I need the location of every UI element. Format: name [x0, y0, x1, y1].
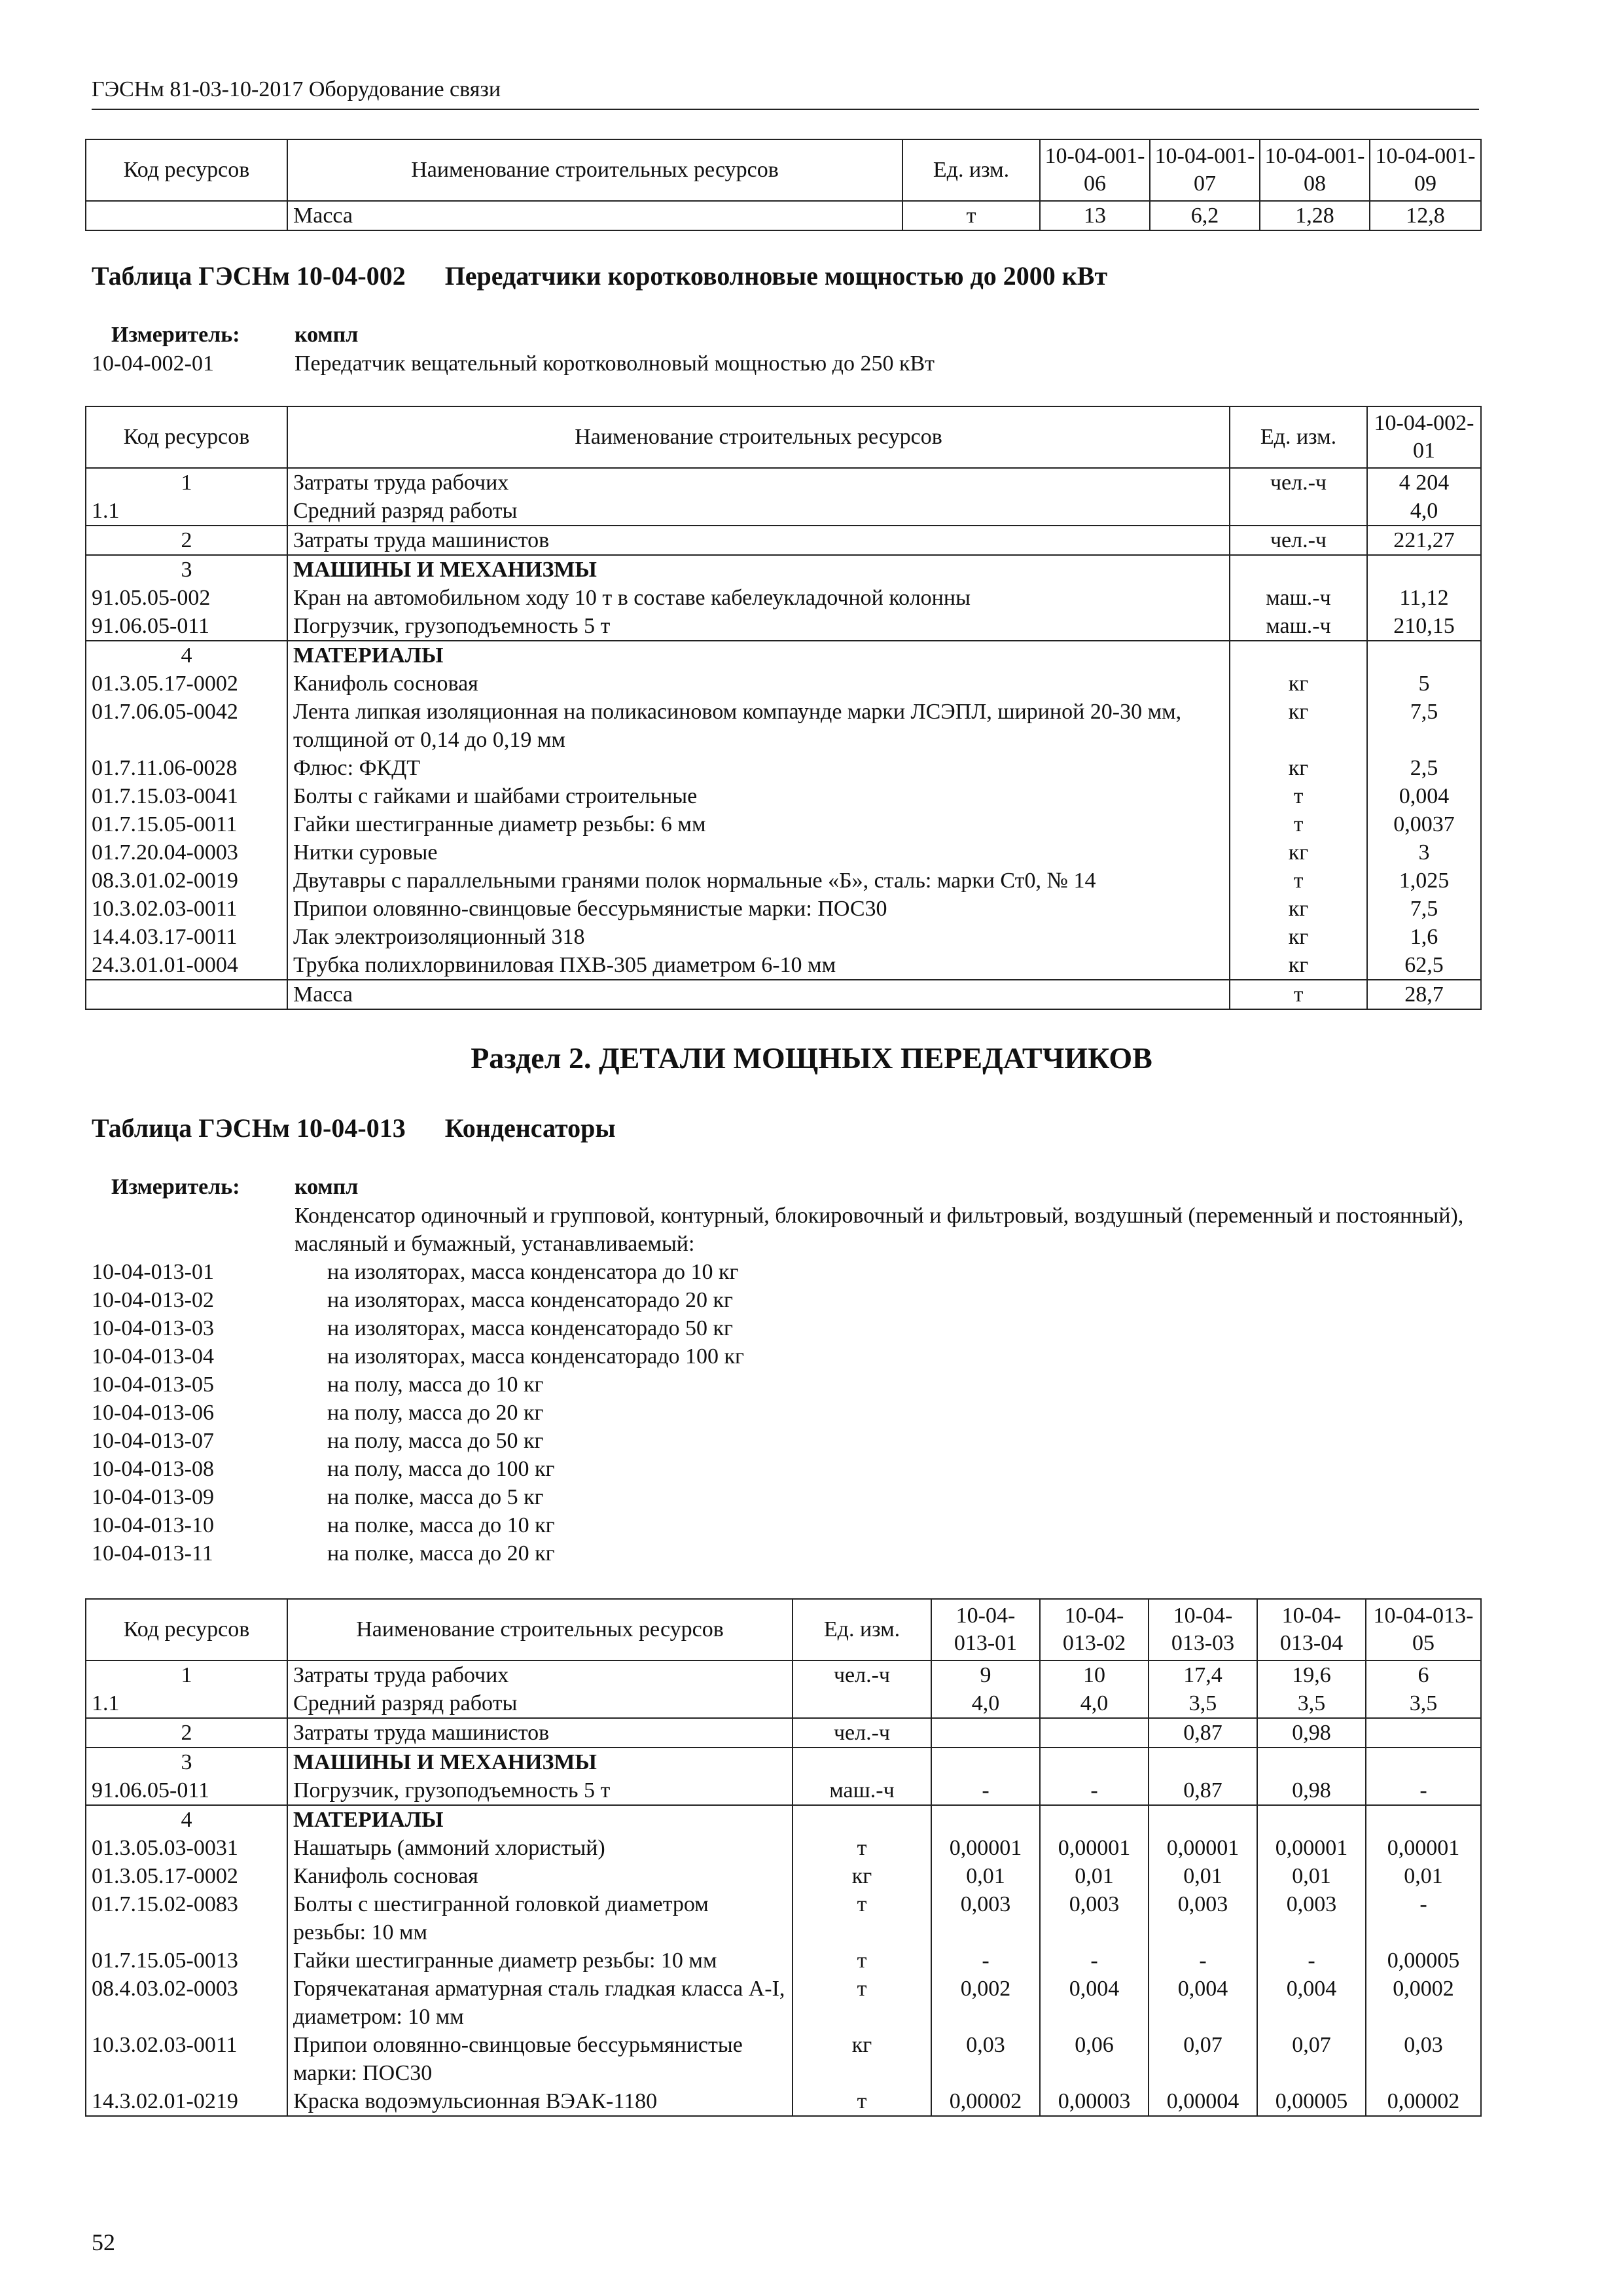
cell-code: 01.7.15.05-0013 [86, 1946, 287, 1975]
table-row [86, 923, 1481, 951]
cell-name: Припои оловянно-свинцовые бессурьмянистые марки: ПОС30 [287, 895, 1230, 923]
cell-value: 0,004 [1257, 1975, 1366, 2031]
cell-value: 0,00001 [1257, 1834, 1366, 1862]
cell-code: 2 [86, 1718, 287, 1748]
norm-item-code: 10-04-013-10 [92, 1513, 214, 1537]
cell-code: 3 [86, 555, 287, 584]
cell-value: 1,28 [1260, 201, 1370, 230]
cell-unit: т [793, 1890, 931, 1946]
cell-name: Гайки шестигранные диаметр резьбы: 10 мм [287, 1946, 793, 1975]
table-row [86, 2087, 1481, 2116]
cell-value: 0,004 [1149, 1975, 1257, 2031]
cell-value [1366, 1748, 1481, 1776]
table-row [86, 2031, 1481, 2087]
cell-unit: маш.-ч [793, 1776, 931, 1805]
cell-code: 01.3.05.03-0031 [86, 1834, 287, 1862]
table-row [86, 867, 1481, 895]
table-row [86, 497, 1481, 526]
cell-value: 28,7 [1367, 980, 1481, 1009]
cell-value [1040, 1748, 1149, 1776]
cell-value: 0,07 [1257, 2031, 1366, 2087]
table-heading-title: Конденсаторы [444, 1113, 616, 1143]
norm-item-code: 10-04-013-08 [92, 1457, 214, 1481]
table-resources-002 [85, 406, 1482, 1010]
norm-item-code: 10-04-013-09 [92, 1485, 214, 1509]
cell-value [931, 1718, 1040, 1748]
norm-item [92, 1427, 744, 1455]
table-row [86, 641, 1481, 670]
cell-code [86, 201, 287, 230]
cell-value: 0,00005 [1366, 1946, 1481, 1975]
cell-code: 2 [86, 526, 287, 555]
norm-item [92, 1286, 744, 1314]
cell-code: 4 [86, 641, 287, 670]
cell-value: 0,004 [1040, 1975, 1149, 2031]
cell-value: 10 [1040, 1660, 1149, 1689]
cell-value: - [1040, 1776, 1149, 1805]
norm-item [92, 1342, 744, 1371]
norm-item-text: на полу, масса до 100 кг [327, 1457, 555, 1481]
table-row [86, 838, 1481, 867]
cell-unit [1230, 641, 1367, 670]
cell-value: 0,003 [1257, 1890, 1366, 1946]
cell-name: Средний разряд работы [287, 497, 1230, 526]
norm-item-text: на полу, масса до 10 кг [327, 1372, 544, 1397]
cell-value: 0,00001 [931, 1834, 1040, 1862]
norm-item [92, 1539, 744, 1568]
cell-value: - [931, 1946, 1040, 1975]
norm-item-text: на изоляторах, масса конденсаторадо 50 кг [327, 1316, 733, 1340]
table-row [86, 1946, 1481, 1975]
table-row [86, 584, 1481, 612]
cell-name: Затраты труда рабочих [287, 468, 1230, 497]
meter-unit: компл [294, 1175, 359, 1199]
cell-code: 91.05.05-002 [86, 584, 287, 612]
cell-value: 0,004 [1367, 782, 1481, 810]
cell-code: 01.3.05.17-0002 [86, 670, 287, 698]
cell-code: 3 [86, 1748, 287, 1776]
cell-name: Лак электроизоляционный 318 [287, 923, 1230, 951]
section-title: Раздел 2. ДЕТАЛИ МОЩНЫХ ПЕРЕДАТЧИКОВ [471, 1041, 1152, 1075]
cell-value: 0,03 [931, 2031, 1040, 2087]
cell-value: 0,00001 [1366, 1834, 1481, 1862]
cell-code: 10.3.02.03-0011 [86, 2031, 287, 2087]
table-row [86, 1890, 1481, 1946]
cell-value [1149, 1748, 1257, 1776]
cell-name: Трубка полихлорвиниловая ПХВ-305 диаметром 6-10 мм [287, 951, 1230, 980]
norm-items-list [92, 350, 935, 378]
col-header-unit: Ед. изм. [902, 139, 1040, 201]
running-header: ГЭСНм 81-03-10-2017 Оборудование связи [92, 77, 501, 101]
norm-item-text: на изоляторах, масса конденсатора до 10 кг [327, 1260, 739, 1284]
col-header-norm: 10-04-001-09 [1370, 139, 1481, 201]
table-row [86, 1862, 1481, 1890]
page-number: 52 [92, 2229, 115, 2255]
cell-unit: кг [1230, 670, 1367, 698]
cell-value: 4,0 [1367, 497, 1481, 526]
cell-name: Двутавры с параллельными гранями полок нормальные «Б», сталь: марки Ст0, № 14 [287, 867, 1230, 895]
cell-value: 0,01 [1366, 1862, 1481, 1890]
table-heading-code: Таблица ГЭСНм 10-04-002 [92, 261, 406, 291]
cell-name: Кран на автомобильном ходу 10 т в составе кабелеукладочной колонны [287, 584, 1230, 612]
norm-item [92, 350, 935, 378]
col-header-code: Код ресурсов [86, 406, 287, 468]
cell-unit [1230, 555, 1367, 584]
norm-item-code: 10-04-013-07 [92, 1429, 214, 1453]
norm-item [92, 1483, 744, 1511]
cell-unit: кг [793, 2031, 931, 2087]
cell-unit: кг [1230, 923, 1367, 951]
cell-value: 0,003 [931, 1890, 1040, 1946]
cell-code: 91.06.05-011 [86, 612, 287, 641]
norm-item-text: на изоляторах, масса конденсаторадо 20 кг [327, 1288, 733, 1312]
norm-item-code: 10-04-002-01 [92, 351, 214, 376]
cell-code: 01.7.15.03-0041 [86, 782, 287, 810]
col-header-name: Наименование строительных ресурсов [287, 139, 902, 201]
table-row [86, 1748, 1481, 1776]
cell-value: 4,0 [1040, 1689, 1149, 1718]
norm-item [92, 1455, 744, 1483]
meter-label: Измеритель: [111, 1175, 240, 1199]
cell-value: - [1366, 1776, 1481, 1805]
cell-unit: маш.-ч [1230, 584, 1367, 612]
cell-value: - [1149, 1946, 1257, 1975]
norm-item-code: 10-04-013-03 [92, 1316, 214, 1340]
table-row [86, 555, 1481, 584]
table-row [86, 526, 1481, 555]
col-header-norm: 10-04-001-06 [1040, 139, 1150, 201]
cell-name: Затраты труда машинистов [287, 526, 1230, 555]
cell-code: 24.3.01.01-0004 [86, 951, 287, 980]
norm-item-text: Передатчик вещательный коротковолновый мощностью до 250 кВт [294, 351, 935, 376]
table-row [86, 698, 1481, 754]
cell-name: Горячекатаная арматурная сталь гладкая класса А-I, диаметром: 10 мм [287, 1975, 793, 2031]
cell-value [1149, 1805, 1257, 1834]
cell-value [1257, 1805, 1366, 1834]
cell-code: 1 [86, 1660, 287, 1689]
cell-value: 5 [1367, 670, 1481, 698]
cell-name: Болты с гайками и шайбами строительные [287, 782, 1230, 810]
table-heading-code: Таблица ГЭСНм 10-04-013 [92, 1113, 406, 1143]
table-row [86, 810, 1481, 838]
norm-item-text: на полке, масса до 20 кг [327, 1541, 555, 1566]
norm-item-text: на полу, масса до 20 кг [327, 1401, 544, 1425]
table-row [86, 1834, 1481, 1862]
table-heading-title: Передатчики коротковолновые мощностью до 2000 кВт [444, 261, 1108, 291]
norm-item [92, 1314, 744, 1342]
cell-code: 14.4.03.17-0011 [86, 923, 287, 951]
table-row [86, 1689, 1481, 1718]
cell-value: 3,5 [1257, 1689, 1366, 1718]
cell-name: Нашатырь (аммоний хлористый) [287, 1834, 793, 1862]
cell-name: МАШИНЫ И МЕХАНИЗМЫ [287, 1748, 793, 1776]
cell-value: 0,87 [1149, 1776, 1257, 1805]
cell-value: 0,87 [1149, 1718, 1257, 1748]
cell-value [1257, 1748, 1366, 1776]
table-row [86, 670, 1481, 698]
cell-value: 4,0 [931, 1689, 1040, 1718]
cell-code: 4 [86, 1805, 287, 1834]
cell-value: - [1040, 1946, 1149, 1975]
cell-unit: т [1230, 980, 1367, 1009]
cell-value: - [931, 1776, 1040, 1805]
cell-unit: чел.-ч [1230, 526, 1367, 555]
cell-value: 0,06 [1040, 2031, 1149, 2087]
cell-value: 62,5 [1367, 951, 1481, 980]
cell-name: Масса [287, 980, 1230, 1009]
cell-value: - [1257, 1946, 1366, 1975]
header-rule [92, 109, 1479, 110]
cell-unit [793, 1805, 931, 1834]
cell-value: 19,6 [1257, 1660, 1366, 1689]
cell-value: 0,00001 [1040, 1834, 1149, 1862]
cell-unit: кг [1230, 754, 1367, 782]
cell-code: 01.7.15.02-0083 [86, 1890, 287, 1946]
cell-unit: т [793, 1834, 931, 1862]
cell-unit: т [793, 1975, 931, 2031]
cell-value: 3 [1367, 838, 1481, 867]
col-header-norm: 10-04-013-05 [1366, 1599, 1481, 1660]
cell-value: 0,07 [1149, 2031, 1257, 2087]
table-row [86, 895, 1481, 923]
cell-name: Флюс: ФКДТ [287, 754, 1230, 782]
cell-value: 0,002 [931, 1975, 1040, 2031]
cell-value: 3,5 [1366, 1689, 1481, 1718]
cell-unit [793, 1748, 931, 1776]
cell-value: 0,01 [931, 1862, 1040, 1890]
cell-name: Краска водоэмульсионная ВЭАК-1180 [287, 2087, 793, 2116]
cell-unit: кг [1230, 895, 1367, 923]
norm-item-text: на полке, масса до 10 кг [327, 1513, 555, 1537]
cell-name: Затраты труда машинистов [287, 1718, 793, 1748]
cell-value: 0,00002 [931, 2087, 1040, 2116]
norm-item-code: 10-04-013-06 [92, 1401, 214, 1425]
cell-code: 1 [86, 468, 287, 497]
cell-value: 12,8 [1370, 201, 1481, 230]
col-header-norm: 10-04-013-03 [1149, 1599, 1257, 1660]
col-header-code: Код ресурсов [86, 139, 287, 201]
table-row [86, 468, 1481, 497]
cell-value [1040, 1718, 1149, 1748]
col-header-norm: 10-04-001-07 [1150, 139, 1260, 201]
cell-code: 01.3.05.17-0002 [86, 1862, 287, 1890]
table-row [86, 1660, 1481, 1689]
cell-name: МАТЕРИАЛЫ [287, 1805, 793, 1834]
cell-value [1366, 1805, 1481, 1834]
cell-unit [793, 1689, 931, 1718]
cell-value: 0,0002 [1366, 1975, 1481, 2031]
col-header-norm: 10-04-013-01 [931, 1599, 1040, 1660]
col-header-name: Наименование строительных ресурсов [287, 406, 1230, 468]
cell-value: 0,98 [1257, 1718, 1366, 1748]
cell-value: 0,00003 [1040, 2087, 1149, 2116]
cell-code: 01.7.06.05-0042 [86, 698, 287, 754]
table-resources-013 [85, 1598, 1482, 2117]
cell-value: - [1366, 1890, 1481, 1946]
cell-value: 0,00005 [1257, 2087, 1366, 2116]
table-row [86, 1718, 1481, 1748]
table-heading-002 [92, 260, 1107, 291]
norm-item [92, 1371, 744, 1399]
cell-unit: т [1230, 782, 1367, 810]
cell-value: 6,2 [1150, 201, 1260, 230]
cell-code: 10.3.02.03-0011 [86, 895, 287, 923]
cell-value: 6 [1366, 1660, 1481, 1689]
norm-item-code: 10-04-013-02 [92, 1288, 214, 1312]
cell-code: 01.7.11.06-0028 [86, 754, 287, 782]
cell-value: 4 204 [1367, 468, 1481, 497]
table-row [86, 782, 1481, 810]
norm-item-text: на полке, масса до 5 кг [327, 1485, 544, 1509]
cell-value: 0,00001 [1149, 1834, 1257, 1862]
cell-name: Лента липкая изоляционная на поликасиновом компаунде марки ЛСЭПЛ, шириной 20-30 мм, толщиной от 0,14 до 0,19 мм [287, 698, 1230, 754]
table-continuation [85, 139, 1482, 231]
col-header-norm: 10-04-013-02 [1040, 1599, 1149, 1660]
cell-name: Болты с шестигранной головкой диаметром резьбы: 10 мм [287, 1890, 793, 1946]
cell-unit: кг [793, 1862, 931, 1890]
cell-value: 0,00002 [1366, 2087, 1481, 2116]
table-row [86, 754, 1481, 782]
norm-item-code: 10-04-013-04 [92, 1344, 214, 1369]
cell-value [1040, 1805, 1149, 1834]
cell-value: 1,6 [1367, 923, 1481, 951]
cell-unit: т [1230, 867, 1367, 895]
cell-value: 221,27 [1367, 526, 1481, 555]
norm-item-text: на полу, масса до 50 кг [327, 1429, 544, 1453]
cell-value: 0,03 [1366, 2031, 1481, 2087]
norm-item [92, 1258, 744, 1286]
table-row [86, 1805, 1481, 1834]
table-row [86, 951, 1481, 980]
col-header-unit: Ед. изм. [1230, 406, 1367, 468]
norm-item-code: 10-04-013-11 [92, 1541, 213, 1566]
cell-unit: чел.-ч [793, 1718, 931, 1748]
cell-value: 7,5 [1367, 698, 1481, 754]
cell-code: 91.06.05-011 [86, 1776, 287, 1805]
col-header-name: Наименование строительных ресурсов [287, 1599, 793, 1660]
cell-name: Канифоль сосновая [287, 1862, 793, 1890]
cell-code: 1.1 [86, 497, 287, 526]
col-header-code: Код ресурсов [86, 1599, 287, 1660]
col-header-norm: 10-04-002-01 [1367, 406, 1481, 468]
cell-name: Масса [287, 201, 902, 230]
cell-unit: кг [1230, 838, 1367, 867]
cell-value: 1,025 [1367, 867, 1481, 895]
cell-unit: кг [1230, 698, 1367, 754]
norm-item-code: 10-04-013-05 [92, 1372, 214, 1397]
table-row [86, 980, 1481, 1009]
cell-value [1366, 1718, 1481, 1748]
norm-item [92, 1399, 744, 1427]
cell-value: 11,12 [1367, 584, 1481, 612]
cell-value: 0,00004 [1149, 2087, 1257, 2116]
cell-value: 0,003 [1149, 1890, 1257, 1946]
cell-name: Затраты труда рабочих [287, 1660, 793, 1689]
cell-name: МАТЕРИАЛЫ [287, 641, 1230, 670]
cell-unit: т [902, 201, 1040, 230]
table-row [86, 1975, 1481, 2031]
cell-code: 14.3.02.01-0219 [86, 2087, 287, 2116]
cell-unit: т [1230, 810, 1367, 838]
col-header-norm: 10-04-001-08 [1260, 139, 1370, 201]
cell-value: 210,15 [1367, 612, 1481, 641]
cell-code: 1.1 [86, 1689, 287, 1718]
col-header-norm: 10-04-013-04 [1257, 1599, 1366, 1660]
cell-value: 3,5 [1149, 1689, 1257, 1718]
cell-name: Гайки шестигранные диаметр резьбы: 6 мм [287, 810, 1230, 838]
cell-unit: чел.-ч [1230, 468, 1367, 497]
cell-name: Средний разряд работы [287, 1689, 793, 1718]
cell-code: 01.7.20.04-0003 [86, 838, 287, 867]
cell-name: Погрузчик, грузоподъемность 5 т [287, 1776, 793, 1805]
table-heading-013 [92, 1113, 616, 1143]
cell-name: Припои оловянно-свинцовые бессурьмянистые марки: ПОС30 [287, 2031, 793, 2087]
cell-value: 13 [1040, 201, 1150, 230]
table-row [86, 1776, 1481, 1805]
cell-value: 0,98 [1257, 1776, 1366, 1805]
meter-unit: компл [294, 323, 359, 347]
cell-code: 01.7.15.05-0011 [86, 810, 287, 838]
norm-item-text: на изоляторах, масса конденсаторадо 100 кг [327, 1344, 744, 1369]
cell-unit: т [793, 2087, 931, 2116]
cell-name: МАШИНЫ И МЕХАНИЗМЫ [287, 555, 1230, 584]
cell-value [931, 1748, 1040, 1776]
cell-code [86, 980, 287, 1009]
cell-value: 0,01 [1040, 1862, 1149, 1890]
cell-name: Нитки суровые [287, 838, 1230, 867]
cell-value [931, 1805, 1040, 1834]
norm-item [92, 1511, 744, 1539]
cell-value: 17,4 [1149, 1660, 1257, 1689]
norm-description: Конденсатор одиночный и групповой, контурный, блокировочный и фильтровый, воздушный (переменный и постоянный), масляный и бумажный, устанавливаемый: [294, 1204, 1464, 1256]
cell-value: 0,0037 [1367, 810, 1481, 838]
cell-value: 7,5 [1367, 895, 1481, 923]
cell-code: 08.3.01.02-0019 [86, 867, 287, 895]
cell-unit: кг [1230, 951, 1367, 980]
cell-unit: т [793, 1946, 931, 1975]
meter-label: Измеритель: [111, 323, 240, 347]
cell-value: 0,003 [1040, 1890, 1149, 1946]
cell-unit [1230, 497, 1367, 526]
cell-value [1367, 641, 1481, 670]
cell-unit: маш.-ч [1230, 612, 1367, 641]
cell-name: Канифоль сосновая [287, 670, 1230, 698]
cell-name: Погрузчик, грузоподъемность 5 т [287, 612, 1230, 641]
norm-item-code: 10-04-013-01 [92, 1260, 214, 1284]
cell-value: 0,01 [1257, 1862, 1366, 1890]
cell-code: 08.4.03.02-0003 [86, 1975, 287, 2031]
cell-value: 9 [931, 1660, 1040, 1689]
cell-value [1367, 555, 1481, 584]
cell-value: 2,5 [1367, 754, 1481, 782]
norm-items-list [92, 1258, 744, 1568]
col-header-unit: Ед. изм. [793, 1599, 931, 1660]
cell-unit: чел.-ч [793, 1660, 931, 1689]
cell-value: 0,01 [1149, 1862, 1257, 1890]
table-row [86, 612, 1481, 641]
